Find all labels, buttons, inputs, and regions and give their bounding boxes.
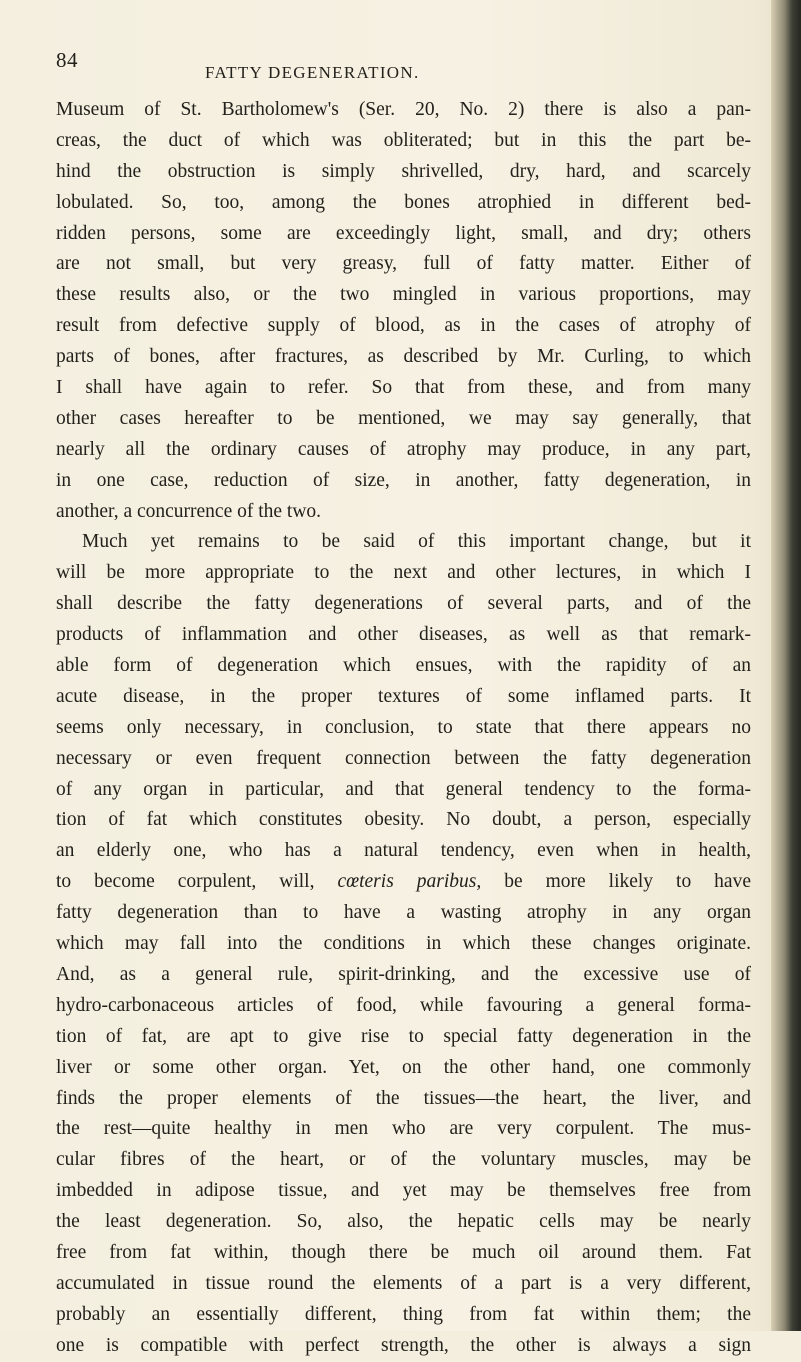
text-line: another, a concurrence of the two.	[56, 500, 322, 522]
text-line: And, as a general rule, spirit-drinking, and the excessive use of	[56, 963, 751, 985]
text-line: in one case, reduction of size, in another, fatty degeneration, in	[56, 469, 751, 491]
text-line: other cases hereafter to be mentioned, we may say generally, that	[56, 407, 751, 429]
text-line: accumulated in tissue round the elements of a part is a very different,	[56, 1272, 751, 1294]
text-line: the least degeneration. So, also, the hepatic cells may be nearly	[56, 1211, 751, 1233]
page-number: 84	[56, 48, 78, 72]
text-line: which may fall into the conditions in which these changes originate.	[56, 933, 751, 955]
text-line: hind the obstruction is simply shrivelled, dry, hard, and scarcely	[56, 160, 751, 182]
text-line: Much yet remains to be said of this important change, but it	[82, 531, 751, 553]
text-line: hydro-carbonaceous articles of food, while favouring a general forma-	[56, 994, 751, 1016]
text-line: shall describe the fatty degenerations of several parts, and of the	[56, 593, 751, 615]
text-fragment: be more likely to have	[504, 871, 751, 893]
text-line: these results also, or the two mingled in various proportions, may	[56, 284, 751, 306]
text-line: creas, the duct of which was obliterated; but in this the part be-	[56, 129, 751, 151]
text-line: tion of fat, are apt to give rise to special fatty degeneration in the	[56, 1025, 751, 1047]
text-line-with-italic	[56, 867, 751, 898]
text-line: nearly all the ordinary causes of atrophy may produce, in any part,	[56, 438, 751, 460]
page-edge-shadow	[771, 0, 801, 1331]
text-line: will be more appropriate to the next and other lectures, in which I	[56, 562, 751, 584]
body-text	[56, 95, 751, 1362]
text-line: ridden persons, some are exceedingly light, small, and dry; others	[56, 222, 751, 244]
text-line: fatty degeneration than to have a wasting atrophy in any organ	[56, 902, 751, 924]
text-line: parts of bones, after fractures, as described by Mr. Curling, to which	[56, 346, 751, 368]
text-line: the rest—quite healthy in men who are very corpulent. The mus-	[56, 1118, 751, 1140]
text-line: seems only necessary, in conclusion, to state that there appears no	[56, 716, 751, 738]
text-line: necessary or even frequent connection between the fatty degeneration	[56, 747, 751, 769]
text-line: of any organ in particular, and that general tendency to the forma-	[56, 778, 751, 800]
page-header	[0, 48, 770, 88]
text-line: acute disease, in the proper textures of some inflamed parts. It	[56, 685, 751, 707]
text-line: products of inflammation and other diseases, as well as that remark-	[56, 624, 751, 646]
text-line: lobulated. So, too, among the bones atrophied in different bed-	[56, 191, 751, 213]
text-line: one is compatible with perfect strength, the other is always a sign	[56, 1334, 751, 1356]
text-line: Museum of St. Bartholomew's (Ser. 20, No. 2) there is also a pan-	[56, 99, 751, 120]
text-line: free from fat within, though there be much oil around them. Fat	[56, 1241, 751, 1263]
text-line: imbedded in adipose tissue, and yet may be themselves free from	[56, 1180, 751, 1202]
text-line: liver or some other organ. Yet, on the other hand, one commonly	[56, 1056, 751, 1078]
text-line: result from defective supply of blood, as in the cases of atrophy of	[56, 315, 751, 337]
text-line: able form of degeneration which ensues, with the rapidity of an	[56, 655, 751, 677]
text-line: cular fibres of the heart, or of the voluntary muscles, may be	[56, 1149, 751, 1171]
italic-phrase: cœteris paribus,	[337, 871, 482, 893]
text-line: finds the proper elements of the tissues—the heart, the liver, and	[56, 1087, 751, 1109]
text-line: I shall have again to refer. So that from these, and from many	[56, 377, 751, 399]
running-head: FATTY DEGENERATION.	[205, 63, 420, 82]
text-line: are not small, but very greasy, full of fatty matter. Either of	[56, 253, 751, 275]
text-line: an elderly one, who has a natural tendency, even when in health,	[56, 840, 751, 862]
text-line: probably an essentially different, thing from fat within them; the	[56, 1303, 751, 1325]
text-line: tion of fat which constitutes obesity. No doubt, a person, especially	[56, 809, 751, 831]
text-fragment: to become corpulent, will,	[56, 871, 315, 893]
